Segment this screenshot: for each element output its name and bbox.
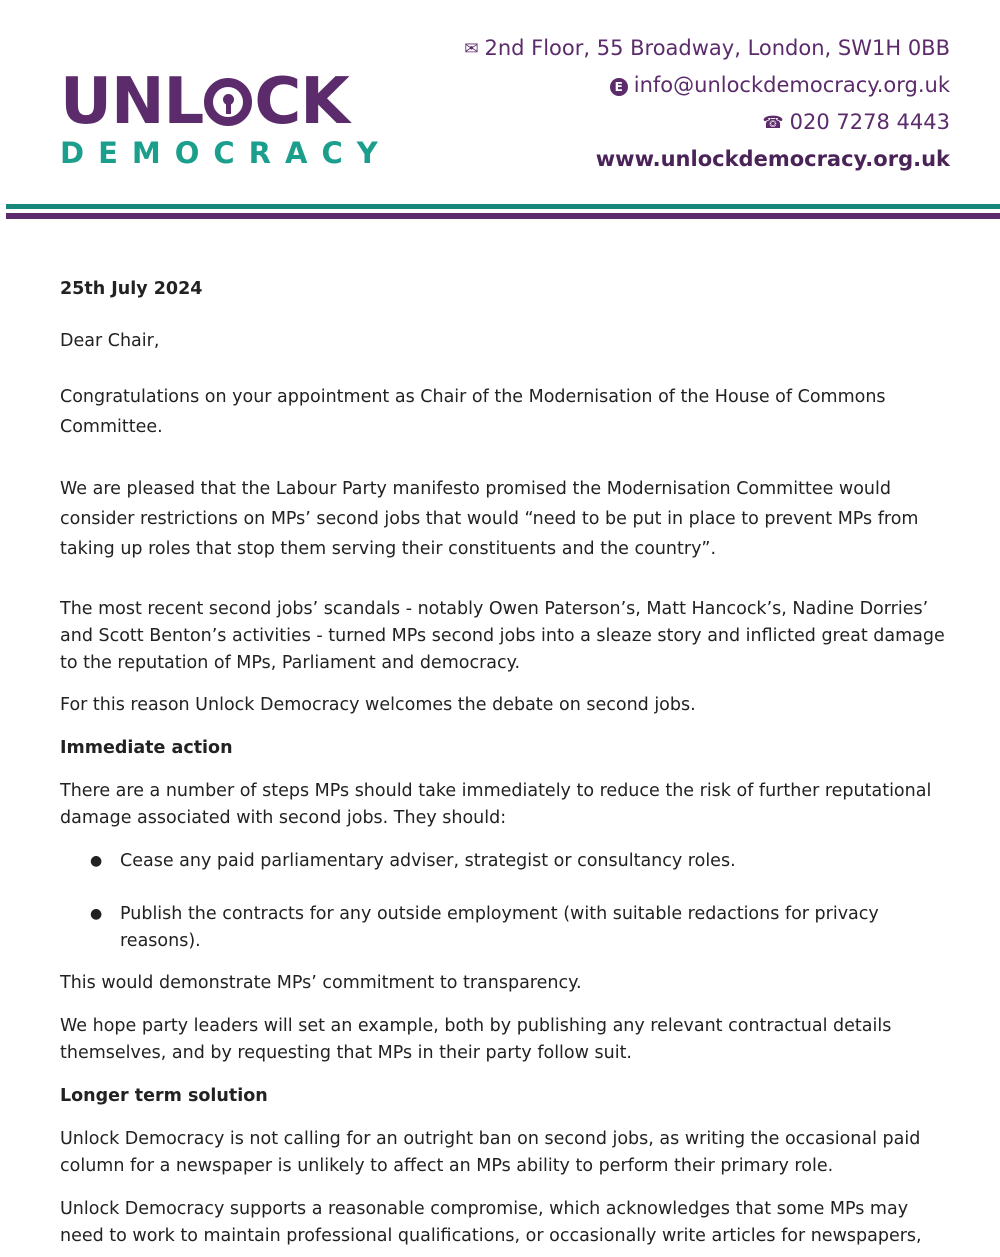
unlock-democracy-logo [60, 65, 392, 170]
email-line[interactable] [464, 67, 950, 104]
list-item-text: Cease any paid parliamentary adviser, strategist or consultancy roles. [120, 851, 736, 871]
header-rule-teal [6, 204, 1000, 209]
header-rule-purple [6, 213, 1000, 219]
logo-text-right: CK [254, 65, 349, 139]
logo-wordmark-top [60, 65, 392, 139]
paragraph-debate: For this reason Unlock Democracy welcomes the debate on second jobs. [60, 695, 696, 715]
letter-date: 25th July 2024 [60, 279, 203, 299]
bullet-icon: ● [90, 906, 103, 922]
paragraph-steps: There are a number of steps MPs should take immediately to reduce the risk of further reputational damage associated with second jobs. They should: [60, 781, 932, 828]
phone-icon: ☎ [762, 113, 784, 133]
paragraph-scandals: The most recent second jobs’ scandals - notably Owen Paterson’s, Matt Hancock’s, Nadine Dorries’ and Scott Benton’s activities - turned MPs second jobs into a sleaze story and inflicted great damage to the reputation of MPs, Parliament and democracy. [60, 599, 945, 673]
website-link[interactable]: www.unlockdemocracy.org.uk [595, 147, 950, 171]
address-text: 2nd Floor, 55 Broadway, London, SW1H 0BB [484, 36, 950, 60]
address-line [464, 30, 950, 67]
paragraph-congratulations: Congratulations on your appointment as Chair of the Modernisation of the House of Commons Committee. [60, 387, 886, 437]
contact-block [464, 30, 950, 178]
phone-text: 020 7278 4443 [789, 110, 950, 134]
paragraph-compromise: Unlock Democracy supports a reasonable compromise, which acknowledges that some MPs may need to work to maintain professional qualifications, or occasionally write articles for newspapers, [60, 1199, 922, 1246]
padlock-icon [204, 78, 252, 126]
list-item [90, 848, 920, 875]
paragraph-manifesto: We are pleased that the Labour Party manifesto promised the Modernisation Committee would consider restrictions on MPs’ second jobs that would “need to be put in place to prevent MPs from taking up roles that stop them serving their constituents and the country”. [60, 479, 919, 559]
heading-immediate-action: Immediate action [60, 738, 233, 758]
list-item-text: Publish the contracts for any outside employment (with suitable redactions for privacy reasons). [120, 904, 879, 951]
heading-longer-term: Longer term solution [60, 1086, 268, 1106]
paragraph-transparency: This would demonstrate MPs’ commitment to transparency. [60, 973, 582, 993]
logo-text-left: UNL [60, 65, 204, 139]
list-item [90, 901, 920, 955]
logo-wordmark-bottom: DEMOCRACY [60, 136, 392, 170]
phone-line [464, 104, 950, 141]
email-text[interactable]: info@unlockdemocracy.org.uk [633, 73, 950, 97]
envelope-icon: ✉ [464, 39, 479, 59]
email-icon: E [610, 78, 628, 96]
salutation: Dear Chair, [60, 331, 160, 351]
bullet-icon: ● [90, 853, 103, 869]
paragraph-no-ban: Unlock Democracy is not calling for an outright ban on second jobs, as writing the occasional paid column for a newspaper is unlikely to affect an MPs ability to perform their primary role. [60, 1129, 921, 1176]
paragraph-party-leaders: We hope party leaders will set an example, both by publishing any relevant contractual details themselves, and by requesting that MPs in their party follow suit. [60, 1016, 892, 1063]
